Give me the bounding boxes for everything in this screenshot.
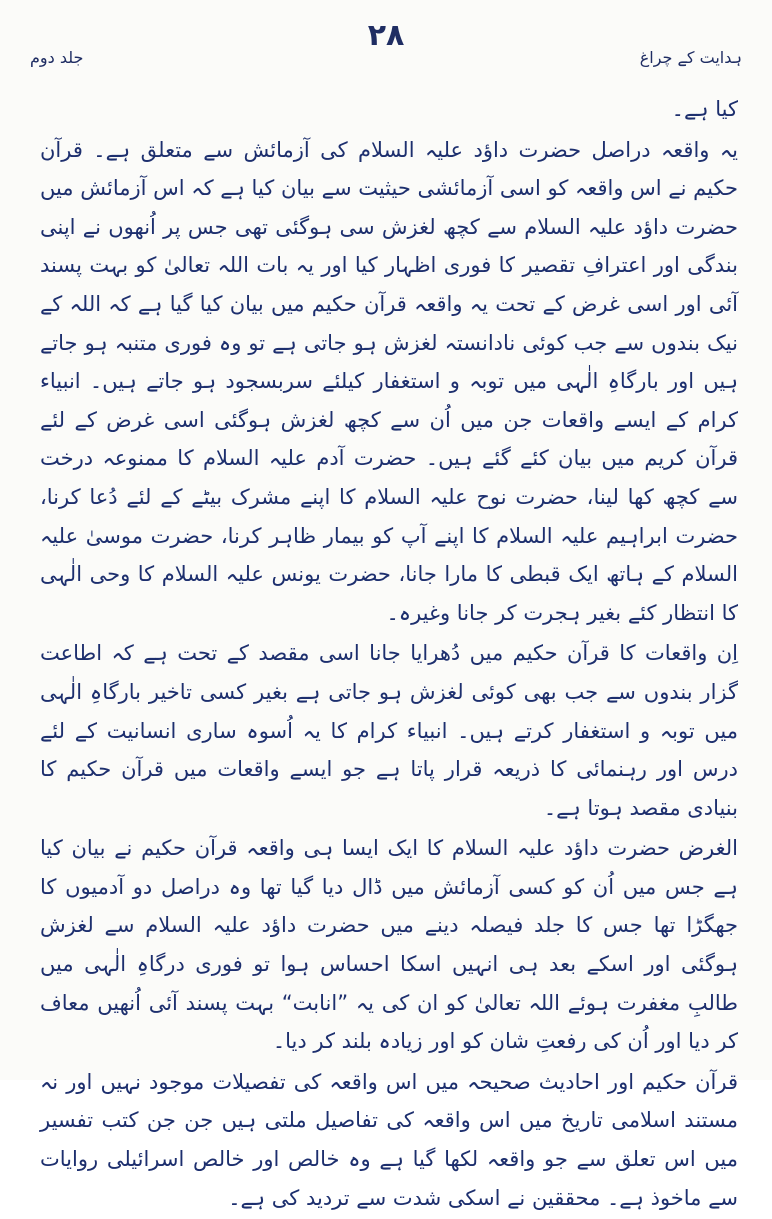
paragraph: الغرض حضرت داؤد علیہ السلام کا ایک ایسا ہی واقعہ قرآن حکیم نے بیان کیا ہے جس میں اُن کو کسی آزمائش میں ڈال دیا گیا تھا وہ دراصل دو آدمیوں کا جھگڑا تھا جس کا جلد فیصلہ دینے میں حضرت داؤد علیہ السلام سے لغزش ہوگئی اور اسکے بعد ہی انہیں اسکا احساس ہوا تو فوری درگاہِ الٰہی میں طالبِ مغفرت ہوئے اللہ تعالیٰ کو ان کی یہ ”انابت“ بہت پسند آئی اُنھیں معاف کر دیا اور اُن کی رفعتِ شان کو اور زیادہ بلند کر دیا۔ [40,836,738,1054]
paragraph: یہ واقعہ دراصل حضرت داؤد علیہ السلام کی آزمائش سے متعلق ہے۔ قرآن حکیم نے اس واقعہ کو اسی آزمائشی حیثیت سے بیان کیا ہے کہ اس آزمائش میں حضرت داؤد علیہ السلام سے کچھ لغزش سی ہوگئی تھی جس پر اُنھوں نے اپنی بندگی اور اعترافِ تقصیر کا فوری اظہار کیا اور یہ بات اللہ تعالیٰ کو بہت پسند آئی اور اسی غرض کے تحت یہ واقعہ قرآن حکیم میں بیان کیا گیا ہے کہ اللہ کے نیک بندوں سے جب کوئی نادانستہ لغزش ہو جاتی ہے تو وہ فوری متنبہ ہو جاتے ہیں اور بارگاہِ الٰہی میں توبہ و استغفار کیلئے سربسجود ہو جاتے ہیں۔ انبیاء کرام کے ایسے واقعات جن میں اُن سے کچھ لغزش ہوگئی اسی غرض کے لئے قرآن کریم میں بیان کئے گئے ہیں۔ حضرت آدم علیہ السلام کا ممنوعہ درخت سے کچھ کھا لینا، حضرت نوح علیہ السلام کا اپنے مشرک بیٹے کے لئے دُعا کرنا، حضرت ابراہیم علیہ السلام کا اپنے آپ کو بیمار ظاہر کرنا، حضرت موسیٰ علیہ السلام کے ہاتھ ایک قبطی کا مارا جانا، حضرت یونس علیہ السلام کا وحی الٰہی کا انتظار کئے بغیر ہجرت کر جانا وغیرہ۔ [39,137,738,625]
volume-label: جلد دوم [30,48,84,67]
paragraph: اِن واقعات کا قرآن حکیم میں دُھرایا جانا اسی مقصد کے تحت ہے کہ اطاعت گزار بندوں سے جب بھی کوئی لغزش ہو جاتی ہے بغیر کسی تاخیر بارگاہِ الٰہی میں توبہ و استغفار کرتے ہیں۔ انبیاء کرام کا یہ اُسوہ ساری انسانیت کے لئے درس اور رہنمائی کا ذریعہ قرار پاتا ہے جو ایسے واقعات میں قرآن حکیم کا بنیادی مقصد ہوتا ہے۔ [40,641,738,820]
page-body [40,90,738,1219]
page-header [30,18,742,78]
paragraph: قرآن حکیم اور احادیث صحیحہ میں اس واقعہ کی تفصیلات موجود نہیں اور نہ مستند اسلامی تاریخ میں اس واقعہ کی تفاصیل ملتی ہیں جن جن کتب تفسیر میں اس تعلق سے جو واقعہ لکھا گیا ہے وہ خالص اور خالص اسرائیلی روایات سے ماخوذ ہے۔ محققین نے اسکی شدت سے تردید کی ہے۔ [40,1069,738,1210]
paragraph: کیا ہے۔ [671,97,738,121]
book-title: ہدایت کے چراغ [639,48,742,67]
page-number: ۲۸ [367,18,405,53]
